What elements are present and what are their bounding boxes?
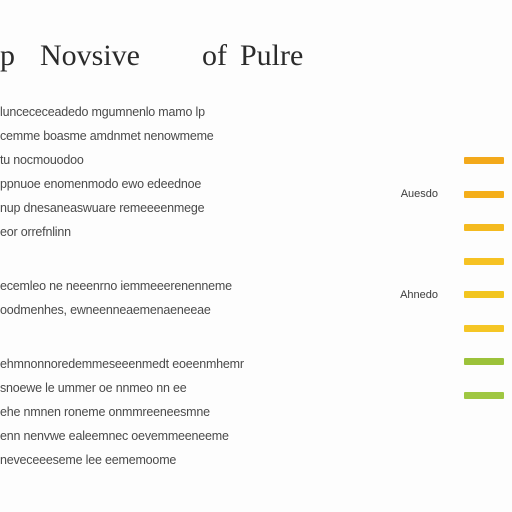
title-part-1: p <box>0 39 15 72</box>
chart-bar-1 <box>464 157 504 164</box>
text-line: neveceeeseme lee eememoome <box>0 453 177 467</box>
title-part-2: Novsive <box>40 39 140 72</box>
text-line: eor orrefnlinn <box>0 225 71 239</box>
chart-bar-8 <box>464 392 504 399</box>
text-line: nup dnesaneaswuare remeeeenmege <box>0 201 205 215</box>
text-line: enn nenvwe ealeemnec oevemmeeneeme <box>0 429 229 443</box>
text-line: snoewe le ummer oe nnmeo nn ee <box>0 381 187 395</box>
chart-row-label-2: Ahnedo <box>400 288 438 301</box>
paragraph-1 <box>0 100 320 244</box>
text-line: ppnuoe enomenmodo ewo edeednoe <box>0 177 202 191</box>
title-part-3: of <box>202 39 227 72</box>
bar-chart <box>360 140 512 410</box>
chart-bar-2 <box>464 191 504 198</box>
text-line: oodmenhes, ewneenneaemenaeneeae <box>0 303 211 317</box>
chart-bar-5 <box>464 291 504 298</box>
text-line: ehe nmnen roneme onmmreeneesmne <box>0 405 210 419</box>
text-line: cemme boasme amdnmet nenowmeme <box>0 129 214 143</box>
text-line: ecemleo ne neeenrno iemmeeerenenneme <box>0 279 232 293</box>
text-line: ehmnonnoredemmeseeenmedt eoeenmhemr <box>0 357 244 371</box>
text-line: luncececeadedo mgumnenlo mamo lp <box>0 105 205 119</box>
body-text <box>0 100 320 502</box>
paragraph-2 <box>0 274 320 322</box>
paragraph-3 <box>0 352 320 472</box>
chart-row-label-1: Auesdo <box>400 188 438 200</box>
chart-bar-7 <box>464 358 504 365</box>
chart-bar-6 <box>464 325 504 332</box>
chart-bar-3 <box>464 224 504 231</box>
chart-bar-4 <box>464 258 504 265</box>
text-line: tu nocmouodoo <box>0 153 84 167</box>
title-part-4: Pulre <box>240 39 304 72</box>
page-title <box>0 36 512 76</box>
